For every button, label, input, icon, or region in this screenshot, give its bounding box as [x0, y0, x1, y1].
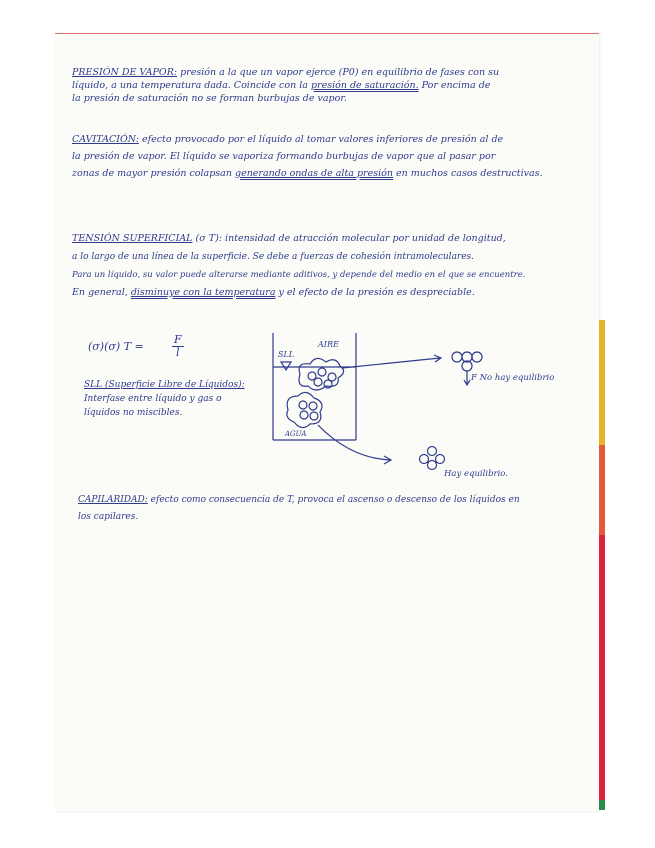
presion-vapor-line2c: Por encima de: [421, 80, 491, 91]
capilaridad-line2: los capilares.: [78, 512, 139, 522]
diagram-sll-label: SLL: [278, 350, 295, 359]
sll-line1: Interfase entre líquido y gas o: [84, 394, 222, 404]
tension-line1: intensidad de atracción molecular por unidad de longitud,: [225, 233, 506, 244]
formula-denominator: l: [176, 346, 180, 359]
tension-line4c: y el efecto de la presión es despreciable.: [278, 287, 475, 298]
cavitacion-line2: la presión de vapor. El líquido se vaporiza formando burbujas de vapor que al pasar por: [72, 151, 496, 162]
capilaridad-block: [78, 492, 520, 526]
tension-title: TENSIÓN SUPERFICIAL: [72, 233, 193, 244]
cavitacion-line1: efecto provocado por el líquido al tomar valores inferiores de presión al de: [141, 134, 504, 145]
ondas-alta-presion: generando ondas de alta presión: [234, 168, 393, 179]
no-equilibrio-label: F No hay equilibrio: [471, 373, 555, 383]
hay-equilibrio-label: Hay equilibrio.: [444, 469, 508, 479]
presion-saturacion: presión de saturación.: [310, 80, 419, 91]
disminuye-temperatura: disminuye con la temperatura: [130, 287, 276, 298]
cavitacion-title: CAVITACIÓN:: [72, 134, 139, 145]
tension-line4a: En general,: [72, 287, 128, 298]
capilaridad-line1: efecto como consecuencia de T, provoca el ascenso o descenso de los líquidos en: [150, 495, 520, 505]
presion-vapor-line3: la presión de saturación no se forman burbujas de vapor.: [72, 93, 347, 104]
presion-vapor-title: PRESIÓN DE VAPOR:: [72, 67, 178, 78]
diagram-agua-label: AGUA: [285, 430, 307, 438]
tension-symbol: (σ T):: [195, 233, 222, 244]
sll-title: SLL (Superficie Libre de Líquidos):: [84, 380, 245, 390]
capilaridad-title: CAPILARIDAD:: [78, 495, 148, 505]
sll-line2: líquidos no miscibles.: [84, 408, 183, 418]
presion-vapor-line2a: líquido, a una temperatura dada. Coincide con la: [72, 80, 308, 91]
presion-vapor-line1: presión a la que un vapor ejerce (P0) en equilibrio de fases con su: [180, 67, 500, 78]
cavitacion-line3c: en muchos casos destructivas.: [396, 168, 543, 179]
formula-numerator: F: [174, 333, 182, 346]
tension-line3: Para un líquido, su valor puede alterarse mediante aditivos, y depende del medio en el que se encuentre.: [72, 270, 526, 280]
tension-line2: a lo largo de una línea de la superficie. Se debe a fuerzas de cohesión intramoleculares.: [72, 252, 475, 262]
formula-lhs: T =: [123, 340, 144, 353]
diagram-aire-label: AIRE: [318, 340, 339, 349]
formula-prefix: (σ)(σ): [88, 340, 121, 353]
cavitacion-line3a: zonas de mayor presión colapsan: [72, 168, 232, 179]
